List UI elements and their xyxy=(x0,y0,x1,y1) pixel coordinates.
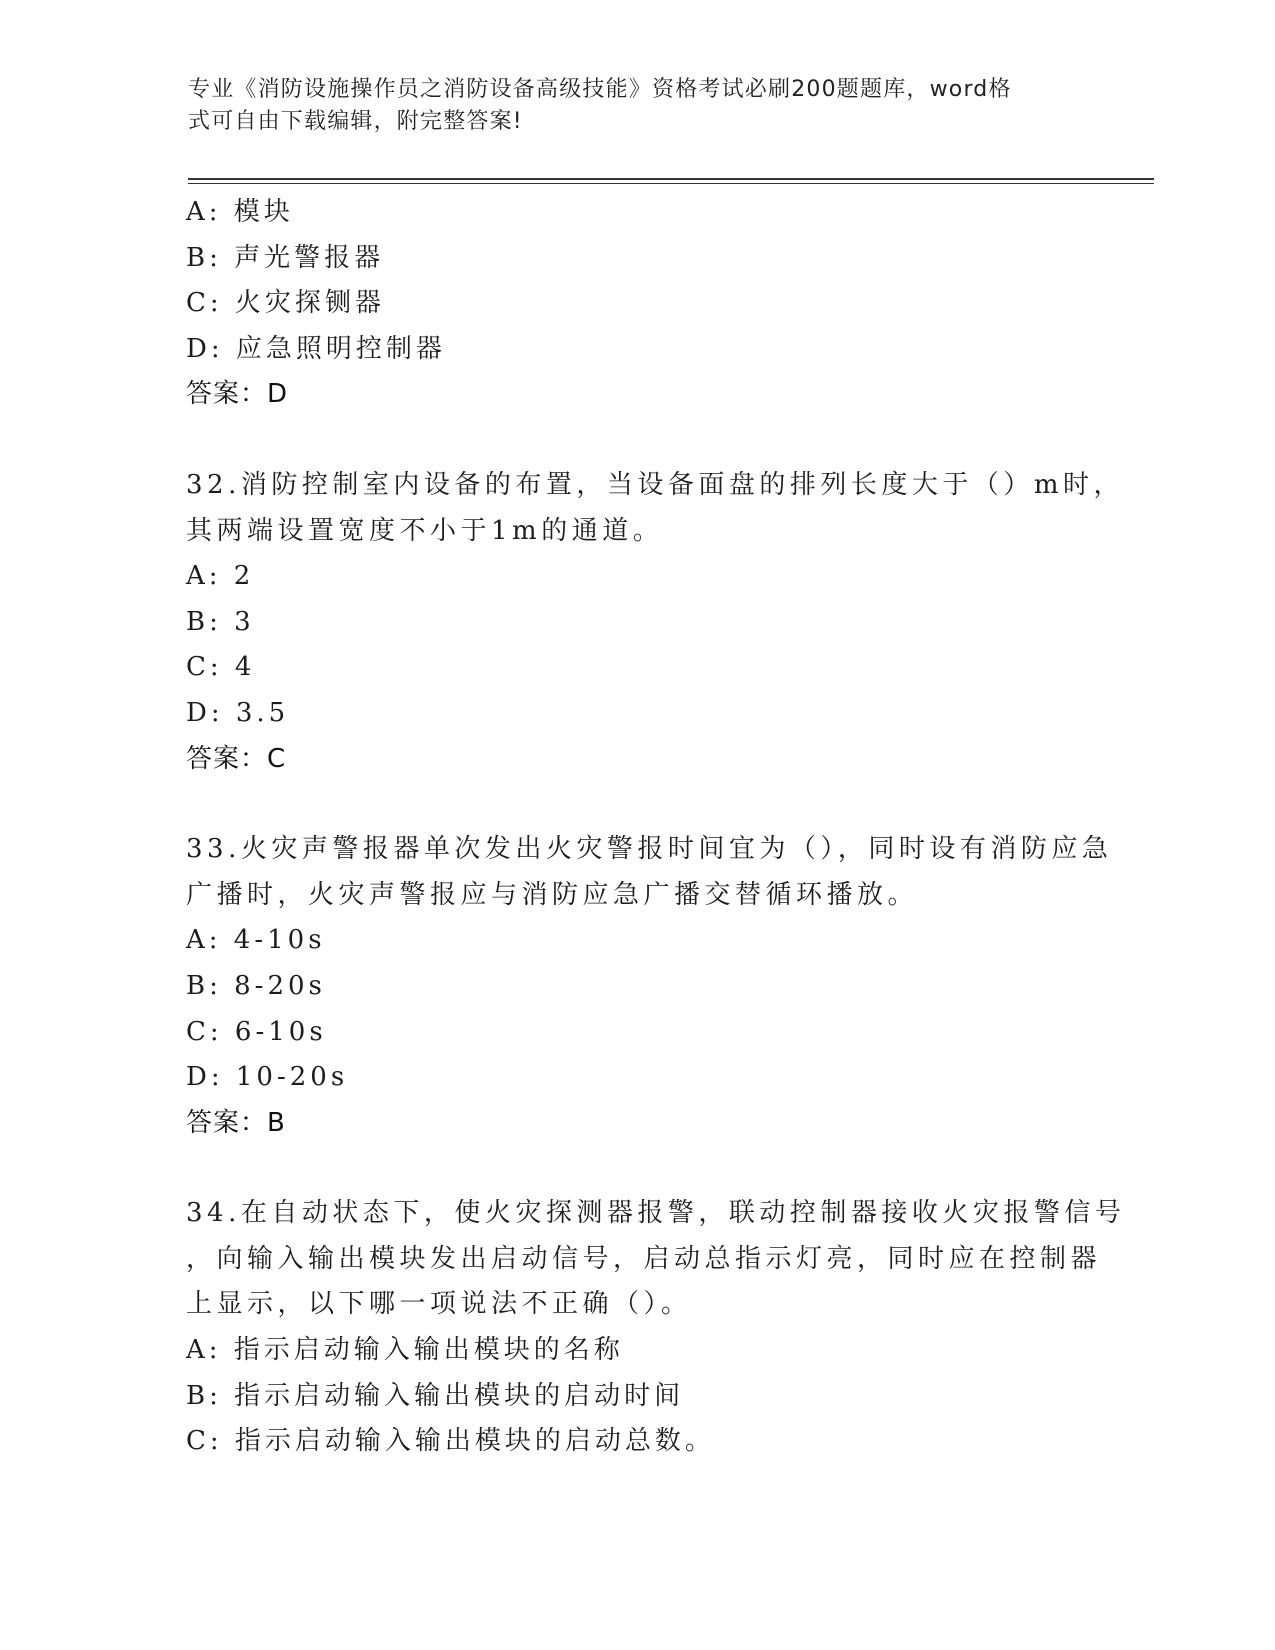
question-text-line: 上显示，以下哪一项说法不正确（）。 xyxy=(186,1289,692,1320)
option-a: A: 2 xyxy=(186,561,255,592)
document-header xyxy=(188,74,1068,138)
option-d: D: 应急照明控制器 xyxy=(186,333,446,364)
option-d: D: 10-20s xyxy=(186,1062,349,1093)
question-32 xyxy=(186,463,1125,782)
option-b: B: 3 xyxy=(186,606,255,637)
answer-line: 答案：D xyxy=(186,379,289,410)
question-34 xyxy=(186,1191,1126,1465)
option-b: B: 8-20s xyxy=(186,970,326,1001)
question-31-tail xyxy=(186,190,1086,418)
option-c: C: 6-10s xyxy=(186,1016,327,1047)
question-text-line: 33.火灾声警报器单次发出火灾警报时间宜为（），同时设有消防应急 xyxy=(186,834,1113,865)
answer-line: 答案：C xyxy=(186,743,287,774)
answer-line: 答案：B xyxy=(186,1107,286,1138)
header-line-1: 专业《消防设施操作员之消防设备高级技能》资格考试必刷200题题库，word格 xyxy=(188,77,1012,102)
question-text-line: ，向输入输出模块发出启动信号，启动总指示灯亮，同时应在控制器 xyxy=(186,1243,1102,1274)
questions-content xyxy=(186,190,1126,1465)
option-b: B: 声光警报器 xyxy=(186,242,385,273)
header-divider-thin xyxy=(188,183,1154,184)
option-c: C: 指示启动输入输出模块的启动总数。 xyxy=(186,1426,715,1457)
option-c: C: 4 xyxy=(186,652,256,683)
question-text-line: 34.在自动状态下，使火灾探测器报警，联动控制器接收火灾报警信号 xyxy=(186,1198,1126,1229)
option-b: B: 指示启动输入输出模块的启动时间 xyxy=(186,1380,685,1411)
question-text-line: 广播时，火灾声警报应与消防应急广播交替循环播放。 xyxy=(186,879,919,910)
header-line-2: 式可自由下载编辑，附完整答案! xyxy=(188,109,523,134)
question-text-line: 32.消防控制室内设备的布置，当设备面盘的排列长度大于（）m时， xyxy=(186,469,1125,500)
header-divider-thick xyxy=(188,178,1154,180)
option-d: D: 3.5 xyxy=(186,697,290,728)
option-c: C: 火灾探铡器 xyxy=(186,288,385,319)
question-33 xyxy=(186,827,1113,1146)
question-text-line: 其两端设置宽度不小于1m的通道。 xyxy=(186,515,664,546)
option-a: A: 4-10s xyxy=(186,925,326,956)
option-a: A: 指示启动输入输出模块的名称 xyxy=(186,1335,624,1366)
option-a: A: 模块 xyxy=(186,197,294,227)
